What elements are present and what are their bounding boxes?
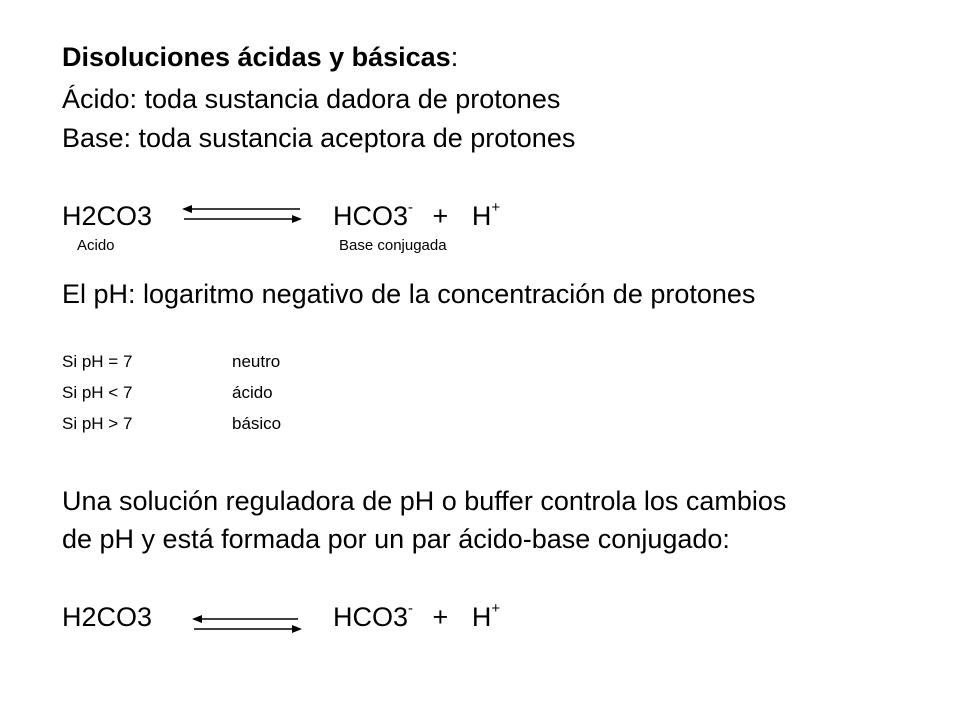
ph-condition: Si pH < 7: [62, 383, 133, 402]
ph-result: ácido: [232, 383, 273, 402]
base-definition: Base: toda sustancia aceptora de protones: [62, 123, 576, 153]
eq1-proton-charge: +: [491, 199, 501, 216]
eq1-bicarbonate-charge: -: [408, 199, 414, 216]
eq1-label-conjugate-base: Base conjugada: [339, 237, 447, 254]
eq1-product-bicarbonate: HCO3: [333, 201, 409, 231]
eq2-equilibrium-arrows-icon: [190, 612, 305, 634]
buffer-text-line2: de pH y está formada por un par ácido-base conjugado:: [62, 524, 730, 554]
eq2-products: [333, 600, 501, 632]
ph-result: neutro: [232, 352, 281, 371]
page-title: Disoluciones ácidas y básicas: [62, 42, 451, 72]
eq1-reactant: H2CO3: [62, 201, 153, 231]
buffer-text-line1: Una solución reguladora de pH o buffer controla los cambios: [62, 486, 787, 516]
eq1-equilibrium-arrows-icon: [180, 200, 305, 226]
eq2-product-proton: H: [471, 602, 492, 632]
eq2-bicarbonate-charge: -: [408, 600, 414, 617]
title-colon: :: [450, 42, 459, 72]
eq2-plus: +: [432, 602, 449, 632]
ph-result: básico: [232, 414, 282, 433]
eq2-product-bicarbonate: HCO3: [333, 602, 409, 632]
eq2-reactant: H2CO3: [62, 602, 153, 632]
ph-condition: Si pH > 7: [62, 414, 133, 433]
ph-condition: Si pH = 7: [62, 352, 133, 371]
eq1-label-acid: Acido: [77, 237, 115, 254]
page-title-line: [62, 44, 458, 71]
eq1-products: [333, 199, 501, 231]
eq1-plus: +: [432, 201, 449, 231]
eq2-proton-charge: +: [491, 600, 501, 617]
ph-definition: El pH: logaritmo negativo de la concentración de protones: [62, 279, 756, 309]
acid-definition: Ácido: toda sustancia dadora de protones: [62, 84, 561, 114]
eq1-product-proton: H: [471, 201, 492, 231]
